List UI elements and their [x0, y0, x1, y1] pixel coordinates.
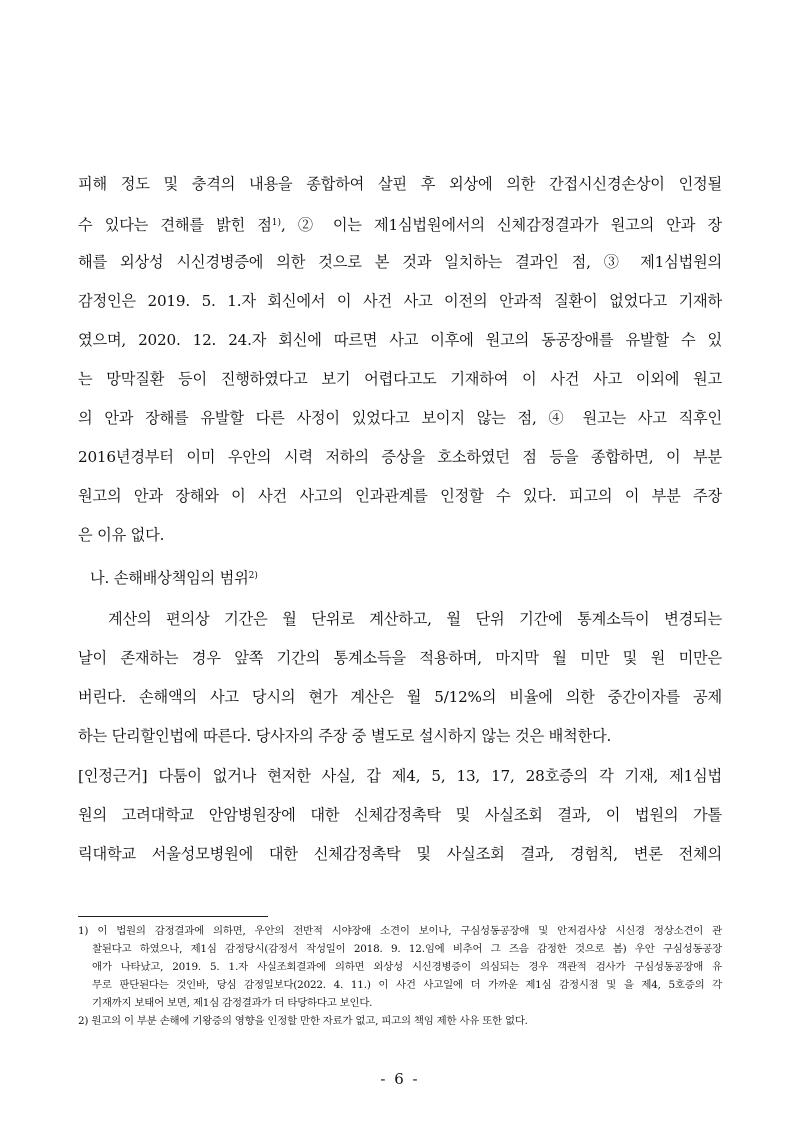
body-line: 날이 존재하는 경우 앞쪽 기간의 통계소득을 적용하며, 마지막 월 미만 및 원 미만은 [78, 649, 722, 667]
body-line: 계산의 편의상 기간은 월 단위로 계산하고, 월 단위 기간에 통계소득이 변경되는 [108, 610, 722, 628]
footnote-text: 원고의 이 부분 손해에 기왕증의 영향을 인정할 만한 자료가 없고, 피고의 책임 제한 사유 또한 없다. [91, 1015, 528, 1027]
section-heading [90, 566, 722, 588]
body-line: 버린다. 손해액의 사고 당시의 현가 계산은 월 5/12%의 비율에 의한 중간이자를 공제 [78, 688, 722, 706]
footnote-divider [78, 916, 268, 917]
footnote-1 [78, 924, 722, 938]
footnote-ref-2[interactable]: 2) [248, 571, 258, 581]
body-line: 은 이유 없다. [78, 526, 165, 544]
body-line: 감정인은 2019. 5. 1.자 회신에서 이 사건 사고 이전의 안과적 질환이 없었다고 기재하 [78, 292, 722, 310]
body-line: 원의 고려대학교 안암병원장에 대한 신체감정촉탁 및 사실조회 결과, 이 법원의 가톨 [78, 806, 722, 824]
body-line: 해를 외상성 시신경병증에 의한 것으로 본 것과 일치하는 결과인 점, ③ 제1심법원의 [78, 253, 722, 271]
heading-text: 나. 손해배상책임의 범위 [90, 569, 249, 587]
body-line [78, 213, 722, 235]
text-run: , ② 이는 제1심법원에서의 신체감정결과가 원고의 안과 장 [281, 216, 722, 234]
page-number: - 6 - [380, 1070, 420, 1088]
footnote-label: 2) [78, 1015, 89, 1027]
body-line: 의 안과 장해를 유발할 다른 사정이 있었다고 보이지 않는 점, ④ 원고는 사고 직후인 [78, 409, 722, 427]
body-line: 였으며, 2020. 12. 24.자 회신에 따르면 사고 이후에 원고의 동공장애를 유발할 수 있 [78, 331, 722, 349]
body-line: 2016년경부터 이미 우안의 시력 저하의 증상을 호소하였던 점 등을 종합하면, 이 부분 [78, 448, 722, 466]
footnote-ref-1[interactable]: 1) [271, 218, 282, 228]
footnote-line: 무로 판단된다는 것인바, 당심 감정일보다(2022. 4. 11.) 이 사건 사고일에 더 가까운 제1심 감정시점 및 을 제4, 5호증의 각 [92, 979, 722, 991]
body-line: 릭대학교 서울성모병원에 대한 신체감정촉탁 및 사실조회 결과, 경험칙, 변론 전체의 [78, 845, 722, 863]
footnote-line: 찰된다고 하였으나, 제1심 감정당시(감정서 작성일이 2018. 9. 12.임에 비추어 그 즈음 감정한 것으로 봄) 우안 구심성동공장 [92, 943, 722, 955]
footnote-line: 기재까지 보태어 보면, 제1심 감정결과가 더 타당하다고 보인다. [92, 997, 373, 1009]
body-line: [인정근거] 다툼이 없거나 현저한 사실, 갑 제4, 5, 13, 17, 28호증의 각 기재, 제1심법 [78, 767, 722, 785]
footnote-2 [78, 1014, 722, 1028]
body-line: 원고의 안과 장해와 이 사건 사고의 인과관계를 인정할 수 있다. 피고의 이 부분 주장 [78, 487, 722, 505]
footnote-line: 애가 나타났고, 2019. 5. 1.자 사실조회결과에 의하면 외상성 시신경병증이 의심되는 경우 객관적 검사가 구심성동공장애 유 [92, 961, 722, 973]
footnote-label: 1) [78, 925, 89, 937]
footnote-text: 이 법원의 감정결과에 의하면, 우안의 전반적 시야장애 소견이 보이나, 구심성동공장애 및 안저검사상 시신경 정상소견이 관 [97, 925, 722, 937]
text-run: 수 있다는 견해를 밝힌 점 [78, 216, 272, 234]
body-line: 는 망막질환 등이 진행하였다고 보기 어렵다고도 기재하여 이 사건 사고 이외에 원고 [78, 370, 722, 388]
body-line: 하는 단리할인법에 따른다. 당사자의 주장 중 별도로 설시하지 않는 것은 배척한다. [78, 727, 612, 745]
body-line: 피해 정도 및 충격의 내용을 종합하여 살핀 후 외상에 의한 간접시신경손상이 인정될 [78, 175, 722, 193]
